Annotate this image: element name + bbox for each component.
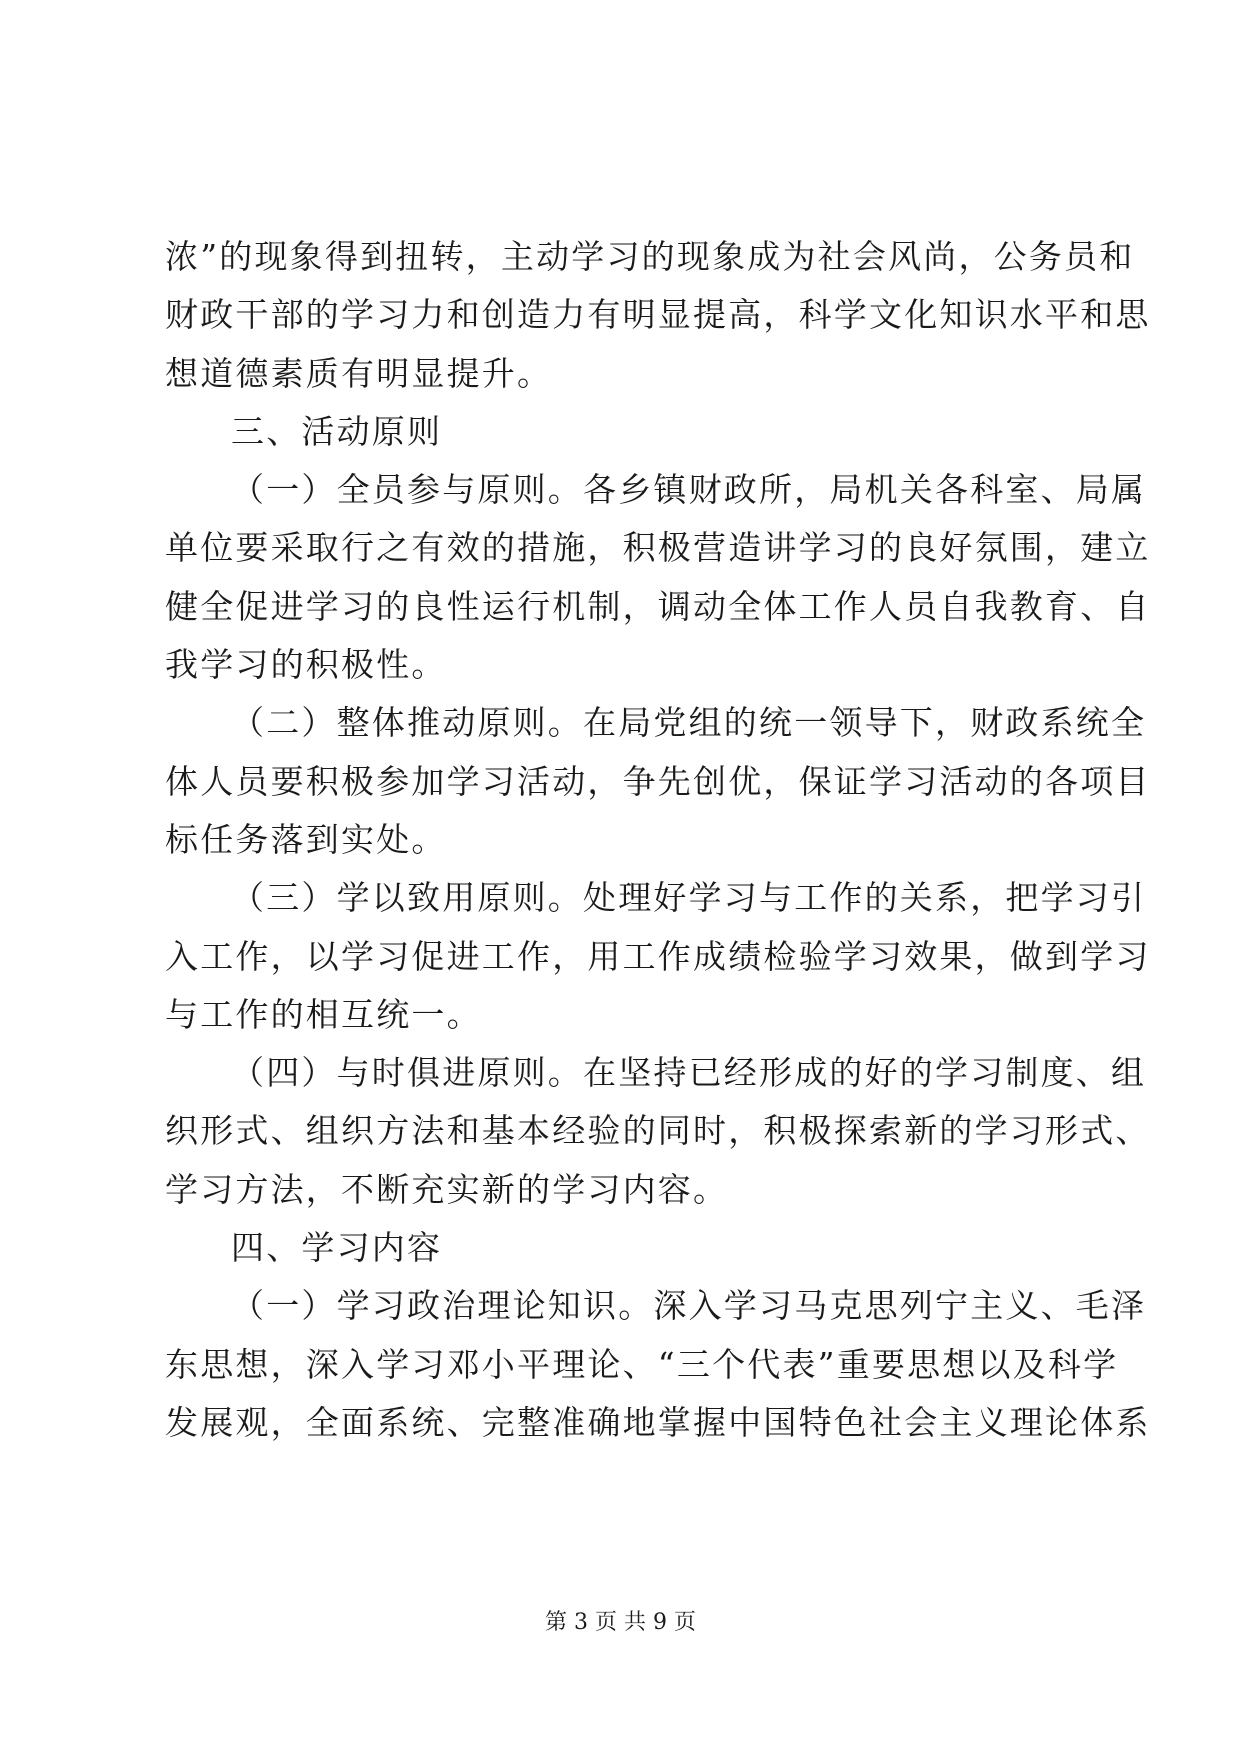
text-line: 浓”的现象得到扭转，主动学习的现象成为社会风尚，公务员和 xyxy=(165,237,1135,276)
section-heading: 三、活动原则 xyxy=(231,411,443,451)
document-body xyxy=(165,228,1151,1452)
text-line: 单位要采取行之有效的措施，积极营造讲学习的良好氛围，建立 xyxy=(165,528,1151,568)
text-line: 与工作的相互统一。 xyxy=(165,994,482,1034)
text-line: （四）与时俱进原则。在坚持已经形成的好的学习制度、组 xyxy=(231,1053,1147,1093)
text-line: 健全促进学习的良性运行机制，调动全体工作人员自我教育、自 xyxy=(165,586,1151,626)
page-footer: 第 3 页 共 9 页 xyxy=(545,1610,696,1635)
text-line: 财政干部的学习力和创造力有明显提高，科学文化知识水平和思 xyxy=(165,295,1151,335)
section-heading: 四、学习内容 xyxy=(231,1228,443,1268)
text-line: （三）学以致用原则。处理好学习与工作的关系，把学习引 xyxy=(231,878,1147,918)
text-line: 体人员要积极参加学习活动，争先创优，保证学习活动的各项目 xyxy=(165,761,1151,801)
text-line: 想道德素质有明显提升。 xyxy=(165,353,553,393)
text-line: 织形式、组织方法和基本经验的同时，积极探索新的学习形式、 xyxy=(165,1111,1151,1151)
text-line: （二）整体推动原则。在局党组的统一领导下，财政系统全 xyxy=(231,703,1147,743)
text-line: 学习方法，不断充实新的学习内容。 xyxy=(165,1169,729,1209)
text-line: 东思想，深入学习邓小平理论、“三个代表”重要思想以及科学 xyxy=(165,1344,1119,1384)
text-line: 发展观，全面系统、完整准确地掌握中国特色社会主义理论体系 xyxy=(165,1402,1151,1442)
text-line: （一）学习政治理论知识。深入学习马克思列宁主义、毛泽 xyxy=(231,1286,1147,1326)
text-line: 我学习的积极性。 xyxy=(165,645,447,685)
text-line: （一）全员参与原则。各乡镇财政所，局机关各科室、局属 xyxy=(231,470,1147,510)
text-line: 入工作，以学习促进工作，用工作成绩检验学习效果，做到学习 xyxy=(165,936,1151,976)
text-line: 标任务落到实处。 xyxy=(165,819,447,859)
